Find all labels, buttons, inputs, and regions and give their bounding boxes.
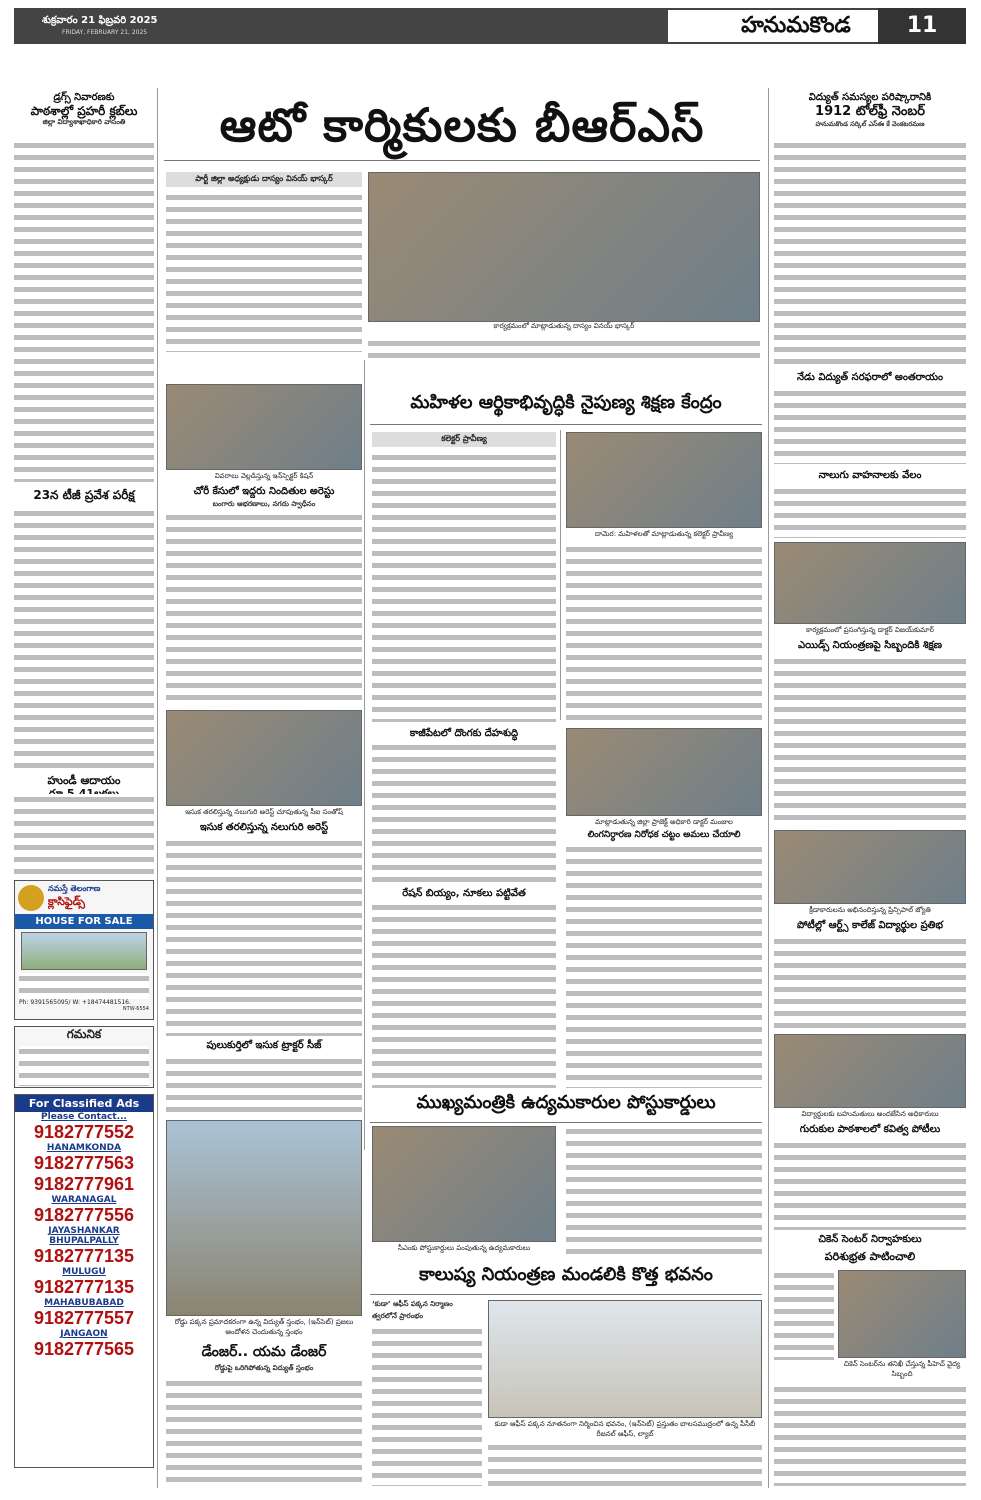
article-headline: డేంజర్.. యమ డేంజర్ <box>201 1344 327 1360</box>
notice-text <box>19 1046 149 1086</box>
phone-2[interactable]: 9182777961 <box>33 1174 135 1194</box>
ad-brand: నమస్తే తెలంగాణ <box>48 884 101 893</box>
article-body-text <box>14 140 154 482</box>
ad-contact: Ph: 9391565095/ W: +18474481516. <box>19 999 131 1006</box>
page-number: 11 <box>878 8 966 44</box>
awareness-meeting-photo <box>566 728 762 816</box>
column-rule <box>157 88 158 1488</box>
column-rule <box>560 430 561 720</box>
aids-training-photo <box>774 542 966 624</box>
phone-7[interactable]: 9182777565 <box>33 1339 135 1359</box>
article-body-text <box>166 512 362 706</box>
article-body-text <box>566 1126 762 1256</box>
article-headline: 23న టీజీ ప్రవేశ పరీక్ష <box>33 488 135 502</box>
photo-caption: ఇసుక తరలిస్తున్న నలుగురి అరెస్ట్ చూపుతున్న సీఐ సంతోష్ <box>185 808 343 816</box>
phone-6[interactable]: 9182777557 <box>33 1308 135 1328</box>
article-body-text <box>14 508 154 768</box>
divider <box>164 160 760 161</box>
bullet-point: త్వరలోనే ప్రారంభం <box>372 1312 424 1320</box>
ad-title: HOUSE FOR SALE <box>15 914 153 929</box>
athletes-photo <box>774 830 966 904</box>
logo-icon <box>18 885 44 911</box>
divider <box>370 424 762 425</box>
article-subhead: హనుమకొండ సర్కిల్ ఎస్ఈ కే వెంకటరమణ <box>815 119 925 128</box>
classified-contacts-ad <box>14 1094 154 1468</box>
ad-code: NTW-6554 <box>122 1006 149 1012</box>
phone-3[interactable]: 9182777556 <box>33 1205 135 1225</box>
notice-ad <box>14 1026 154 1088</box>
photo-caption: దామెర: మహిళలతో మాట్లాడుతున్న కలెక్టర్ ప్రావీణ్య <box>594 530 734 538</box>
article-headline: గురుకుల పాఠశాలలో కవిత్వ పోటీలు <box>799 1124 941 1135</box>
article-body-text <box>566 544 762 724</box>
divider <box>370 1294 762 1295</box>
column-rule <box>768 88 769 1488</box>
postcards-photo <box>372 1126 556 1242</box>
classified-ads-title: For Classified Ads <box>15 1095 153 1112</box>
article-kicker: చికెన్ సెంటర్ నిర్వాహకులు <box>818 1234 922 1245</box>
article-headline: లింగనిర్ధారణ నిరోధక చట్టం అమలు చేయాలి <box>587 830 741 840</box>
article-body-text <box>774 140 966 366</box>
main-headline: ఆటో కార్మికులకు బీఆర్ఎస్ <box>219 98 705 152</box>
article-body-text <box>566 844 762 1088</box>
article-body-text <box>372 902 556 1088</box>
photo-caption: రోడ్డు పక్కన ప్రమాదకరంగా ఉన్న విద్యుత్ స్తంభం, (ఇన్‌సెట్) ప్రజలు ఆందోళన చెందుతున్న స్తంభం <box>174 1318 354 1336</box>
article-headline: చోరీ కేసులో ఇద్దరు నిందితుల అరెస్టు <box>193 486 335 497</box>
article-body-text <box>372 1326 482 1486</box>
article-band: కలెక్టర్ ప్రావీణ్య <box>372 432 556 447</box>
article-body-text <box>166 192 362 352</box>
article-body-text <box>166 838 362 1036</box>
article-headline: మహిళల ఆర్థికాభివృద్ధికి నైపుణ్య శిక్షణ కేంద్రం <box>410 392 722 413</box>
article-headline: పరిశుభ్రత పాటించాలి <box>824 1250 916 1263</box>
article-kicker: విద్యుత్ సమస్యల పరిష్కారానికి <box>808 92 932 103</box>
article-body-text <box>488 1442 762 1486</box>
article-subhead: బంగారు ఆభరణాలు, నగదు స్వాధీనం <box>212 500 316 508</box>
main-subhead: పార్టీ జిల్లా అధ్యక్షుడు దాస్యం వినయ్ భాస్కర్ <box>166 172 362 187</box>
bullet-point: ‘కుడా’ ఆఫీస్ పక్కన నిర్మాణం <box>372 1300 453 1308</box>
article-body-text <box>368 338 760 362</box>
left-article-1 <box>14 92 154 128</box>
article-kicker: డ్రగ్స్ నివారణకు <box>53 92 115 103</box>
masthead-date-english: FRIDAY, FEBRUARY 21, 2025 <box>62 29 148 36</box>
ad-section: క్లాసిఫైడ్స్ <box>48 895 85 908</box>
photo-caption: విద్యార్థులకు బహుమతులు అందజేసిన అధికారులు <box>801 1110 939 1118</box>
ad-text <box>19 973 149 999</box>
photo-caption: క్రీడాకారులను అభినందిస్తున్న ప్రిన్సిపాల్ జ్యోతి <box>809 906 931 914</box>
chicken-center-photo <box>838 1270 966 1358</box>
photo-caption: మాట్లాడుతున్న జిల్లా ప్రాజెక్ట్ అధికారి డాక్టర్ మంజుల <box>595 818 733 826</box>
women-collector-photo <box>566 432 762 528</box>
article-body-text <box>372 452 556 722</box>
notice-title: గమనిక <box>66 1027 102 1041</box>
article-headline: కాలుష్య నియంత్రణ మండలికి కొత్త భవనం <box>419 1264 713 1285</box>
article-headline: నాలుగు వాహనాలకు వేలం <box>818 470 922 481</box>
pcb-building-photo <box>488 1300 762 1418</box>
sand-trucks-photo <box>166 710 362 806</box>
house-image <box>21 932 147 970</box>
police-briefing-photo <box>166 384 362 470</box>
article-headline: పులుకుర్తిలో ఇసుక ట్రాక్టర్ సీజ్ <box>206 1040 322 1051</box>
photo-caption: సీఎంకు పోస్టుకార్డులు పంపుతున్న ఉద్యమకారులు <box>397 1244 531 1252</box>
article-body-text <box>774 388 966 464</box>
city-0: HANAMKONDA <box>46 1143 122 1153</box>
photo-caption: కార్యక్రమంలో ప్రసంగిస్తున్న డాక్టర్ విజయ్‌కుమార్ <box>806 626 934 634</box>
article-headline: ఇసుక తరలిస్తున్న నలుగురి అరెస్ట్ <box>199 822 329 833</box>
article-subhead: రోడ్డుపై ఒరిగిపోతున్న విద్యుత్ స్తంభం <box>214 1364 314 1372</box>
photo-caption: కార్యక్రమంలో మాట్లాడుతున్న దాస్యం వినయ్ భాస్కర్ <box>493 322 635 330</box>
phone-4[interactable]: 9182777135 <box>33 1246 135 1266</box>
phone-0[interactable]: 9182777552 <box>33 1122 135 1142</box>
masthead-date: శుక్రవారం 21 ఫిబ్రవరి 2025 <box>42 15 158 26</box>
classified-ad-house <box>14 880 154 1020</box>
article-headline: నేడు విద్యుత్ సరఫరాలో అంతరాయం <box>796 372 944 383</box>
city-4: MULUGU <box>62 1267 106 1277</box>
city-3: JAYASHANKAR BHUPALPALLY <box>48 1226 120 1246</box>
article-headline: 1912 టోల్‌ఫ్రీ నెంబర్ <box>815 104 925 119</box>
column-rule <box>364 360 365 1150</box>
photo-caption: చికెన్ సెంటర్‌ను తనిఖీ చేస్తున్న పీహెచ్ వైద్య సిబ్బంది <box>843 1360 961 1378</box>
article-subhead: జిల్లా విద్యాశాఖాధికారి వాసంతి <box>42 118 126 127</box>
article-body-text <box>774 1384 966 1486</box>
edition-name: హనుమకొండ <box>666 8 926 44</box>
article-body-text <box>774 656 966 826</box>
photo-caption: కుడా ఆఫీస్ పక్కన నూతనంగా నిర్మించిన భవనం, (ఇన్‌సెట్) ప్రస్తుతం బాలసముద్రంలో ఉన్న పీసీబీ రీజనల్ ఆఫీస్, ల్యాబ్ <box>494 1420 756 1438</box>
photo-caption: వివరాలు వెల్లడిస్తున్న ఇన్‌స్పెక్టర్ కిషన్ <box>214 472 314 480</box>
article-body-text <box>774 486 966 538</box>
article-headline: ఎయిడ్స్ నియంత్రణపై సిబ్బందికి శిక్షణ <box>798 640 942 651</box>
article-body-text <box>774 1140 966 1230</box>
city-5: MAHABUBABAD <box>44 1298 124 1308</box>
divider <box>370 1122 762 1123</box>
article-headline: హుండీ ఆదాయం రూ.5.41లక్షలు <box>47 774 121 801</box>
city-2: WARANAGAL <box>51 1195 117 1205</box>
article-body-text <box>166 1056 362 1116</box>
students-prizes-photo <box>774 1034 966 1108</box>
article-headline: కాజీపేటలో దొంగకు దేహశుద్ధి <box>409 728 519 739</box>
article-body-text <box>774 1270 834 1360</box>
city-6: JANGAON <box>60 1329 108 1339</box>
article-body-text <box>14 794 154 874</box>
article-headline: ముఖ్యమంత్రికి ఉద్యమకారుల పోస్టుకార్డులు <box>416 1092 716 1113</box>
contact-label: Please Contact... <box>41 1112 127 1122</box>
article-headline: పాఠశాల్లో ప్రహరీ క్లబ్‌లు <box>30 104 138 118</box>
electric-pole-photo <box>166 1120 362 1316</box>
article-body-text <box>372 742 556 884</box>
right-article-1 <box>774 92 966 130</box>
auto-workers-meeting-photo <box>368 172 760 322</box>
article-headline: రేషన్ బియ్యం, నూకలు పట్టివేత <box>402 888 526 899</box>
article-body-text <box>774 936 966 1030</box>
article-body-text <box>166 1378 362 1486</box>
article-headline: పోటీల్లో ఆర్ట్స్ కాలేజ్ విద్యార్థుల ప్రతిభ <box>796 920 944 931</box>
phone-5[interactable]: 9182777135 <box>33 1277 135 1297</box>
phone-1[interactable]: 9182777563 <box>33 1153 135 1173</box>
